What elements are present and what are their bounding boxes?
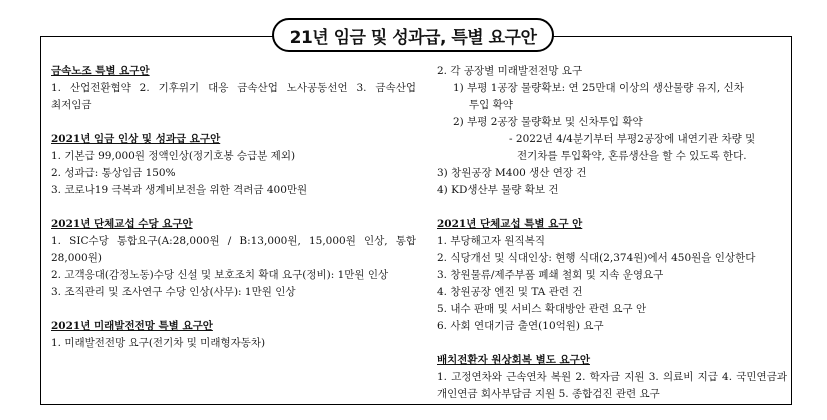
- list-item: 2. 고객응대(감정노동)수당 신설 및 보호조치 확대 요구(정비): 1만원 인상: [51, 269, 389, 281]
- list-item: 2. 각 공장별 미래발전전망 요구: [437, 65, 583, 77]
- list-item: 투입 확약: [469, 99, 513, 111]
- page-title: 21년 임금 및 성과급, 특별 요구안: [272, 18, 554, 52]
- section-heading-allowance: 2021년 단체교섭 수당 요구안: [51, 218, 193, 230]
- list-item: 3) 창원공장 M400 생산 연장 건: [437, 167, 587, 179]
- right-column: [437, 63, 787, 403]
- list-item: 1. 부당해고자 원직복직: [437, 235, 545, 247]
- list-item: 1. 기본급 99,000원 정액인상(정기호봉 승급분 제외): [51, 150, 296, 162]
- list-item: 5. 내수 판매 및 서비스 확대방안 관련 요구 안: [437, 303, 647, 315]
- section-heading-reassignment: 배치전환자 원상회복 별도 요구안: [437, 354, 590, 366]
- list-item: 1. SIC수당 통합요구(A:28,000원 / B:13,000원, 15,000원 인상, 통합: [51, 235, 416, 247]
- list-item: - 2022년 4/4분기부터 부평2공장에 내연기관 차량 및: [509, 133, 756, 145]
- list-item: 2. 식당개선 및 식대인상: 현행 식대(2,374원)에서 450원을 인상한다: [437, 252, 756, 264]
- list-item: 1. 산업전환협약 2. 기후위기 대응 금속산업 노사공동선언 3. 금속산업: [51, 82, 416, 94]
- list-item: 4) KD생산부 물량 확보 건: [437, 184, 559, 196]
- list-item: 3. 창원물류/제주부품 폐쇄 철회 및 지속 운영요구: [437, 269, 664, 281]
- list-item: 전기차를 투입확약, 혼류생산을 할 수 있도록 한다.: [517, 150, 747, 162]
- section-heading-future-vision: 2021년 미래발전전망 특별 요구안: [51, 320, 213, 332]
- list-item: 4. 창원공장 엔진 및 TA 관련 건: [437, 286, 583, 298]
- list-item: 28,000원): [51, 252, 102, 264]
- list-item: 1) 부평 1공장 물량확보: 연 25만대 이상의 생산물량 유지, 신차: [453, 82, 744, 94]
- list-item: 3. 조직관리 및 조사연구 수당 인상(사무): 1만원 인상: [51, 286, 296, 298]
- list-item: 3. 코로나19 극복과 생계비보전을 위한 격려금 400만원: [51, 184, 308, 196]
- list-item: 6. 사회 연대기금 출연(10억원) 요구: [437, 320, 604, 332]
- section-heading-special-bargaining: 2021년 단체교섭 특별 요구 안: [437, 218, 583, 230]
- section-heading-wage-increase: 2021년 임금 인상 및 성과급 요구안: [51, 133, 221, 145]
- list-item: 2. 성과급: 통상임금 150%: [51, 167, 176, 179]
- left-column: [51, 63, 416, 352]
- list-item: 최저임금: [51, 99, 92, 111]
- list-item: 1. 미래발전전망 요구(전기차 및 미래형자동차): [51, 337, 266, 349]
- list-item: 1. 고정연차와 근속연차 복원 2. 학자금 지원 3. 의료비 지급 4. 국민연금과: [437, 371, 787, 383]
- list-item: 2) 부평 2공장 물량확보 및 신차투입 확약: [453, 116, 643, 128]
- list-item: 개인연금 회사부담금 지원 5. 종합검진 관련 요구: [437, 388, 660, 400]
- section-heading-metal-union: 금속노조 특별 요구안: [51, 65, 150, 77]
